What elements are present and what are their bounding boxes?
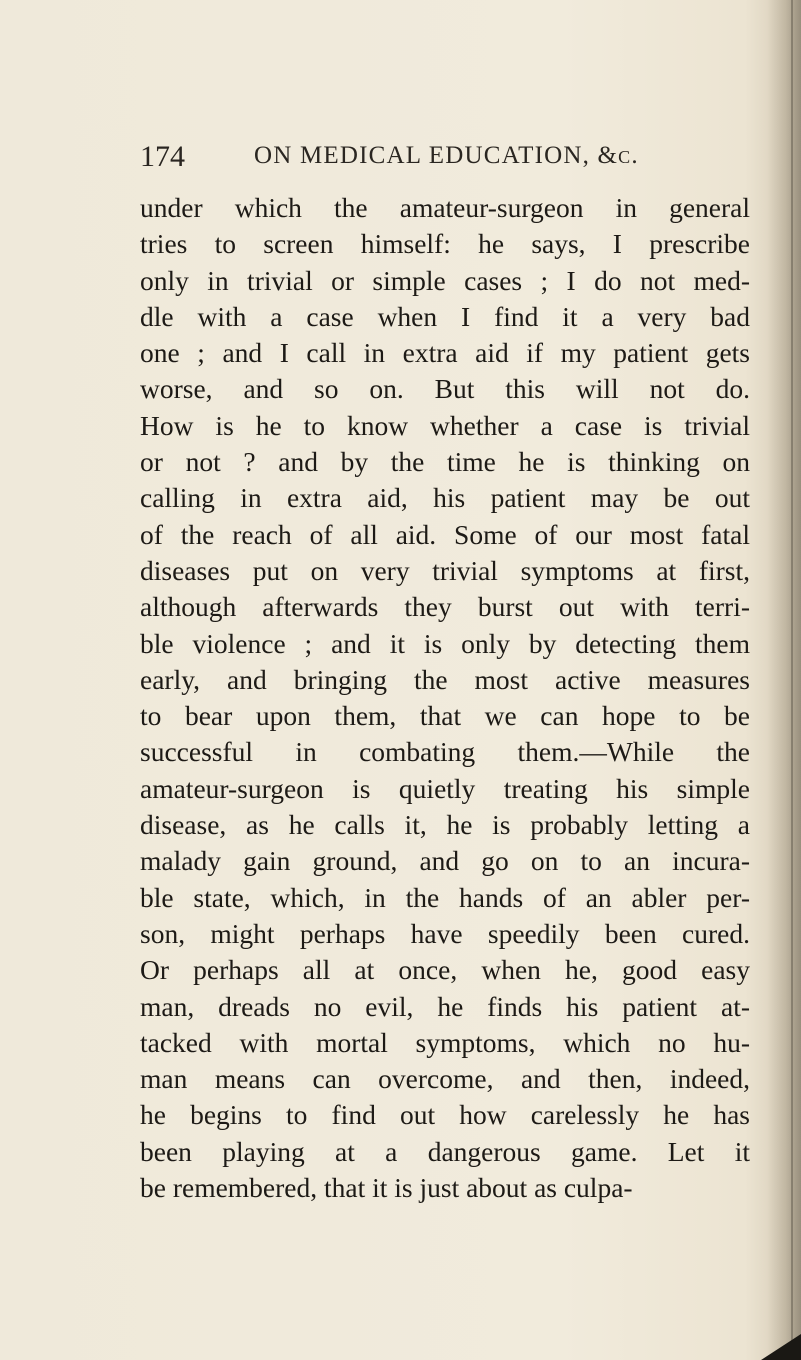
text-line: been playing at a dangerous game. Let it — [140, 1135, 750, 1167]
text-line: successful in combating them.—While the — [140, 736, 750, 768]
text-line: ble violence ; and it is only by detecting them — [140, 627, 750, 659]
page-edge-line — [791, 0, 793, 1360]
text-line: tries to screen himself: he says, I prescribe — [140, 228, 750, 260]
text-line: son, might perhaps have speedily been cured. — [140, 917, 750, 949]
text-line: How is he to know whether a case is trivial — [140, 409, 750, 441]
text-line: worse, and so on. But this will not do. — [140, 373, 750, 405]
text-line: dle with a case when I find it a very bad — [140, 300, 750, 332]
text-line: only in trivial or simple cases ; I do not med- — [140, 264, 750, 296]
text-line: or not ? and by the time he is thinking on — [140, 446, 750, 478]
text-line: early, and bringing the most active measures — [140, 663, 750, 695]
running-head: ON MEDICAL EDUCATION, &c. — [254, 142, 639, 169]
text-line: be remembered, that it is just about as culpa- — [140, 1172, 633, 1204]
corner-shadow-mark — [761, 1326, 801, 1360]
page-number: 174 — [140, 140, 185, 173]
text-line: diseases put on very trivial symptoms at first, — [140, 554, 750, 586]
text-line: amateur-surgeon is quietly treating his simple — [140, 772, 750, 804]
text-line: although afterwards they burst out with terri- — [140, 591, 750, 623]
text-line: he begins to find out how carelessly he has — [140, 1099, 750, 1131]
text-line: disease, as he calls it, he is probably letting a — [140, 809, 750, 841]
text-line: one ; and I call in extra aid if my patient gets — [140, 337, 750, 369]
text-line: under which the amateur-surgeon in general — [140, 192, 750, 223]
text-line: malady gain ground, and go on to an incura- — [140, 845, 750, 877]
text-line: man, dreads no evil, he finds his patient at- — [140, 990, 750, 1022]
text-line: man means can overcome, and then, indeed, — [140, 1063, 750, 1095]
body-text — [140, 190, 750, 1206]
text-line: tacked with mortal symptoms, which no hu- — [140, 1026, 750, 1058]
text-line: ble state, which, in the hands of an abler per- — [140, 881, 750, 913]
text-line: calling in extra aid, his patient may be out — [140, 482, 750, 514]
page-edge-shadow — [767, 0, 801, 1360]
text-line: Or perhaps all at once, when he, good easy — [140, 954, 750, 986]
text-line: to bear upon them, that we can hope to be — [140, 700, 750, 732]
text-line: of the reach of all aid. Some of our most fatal — [140, 518, 750, 550]
page-header — [140, 140, 780, 180]
